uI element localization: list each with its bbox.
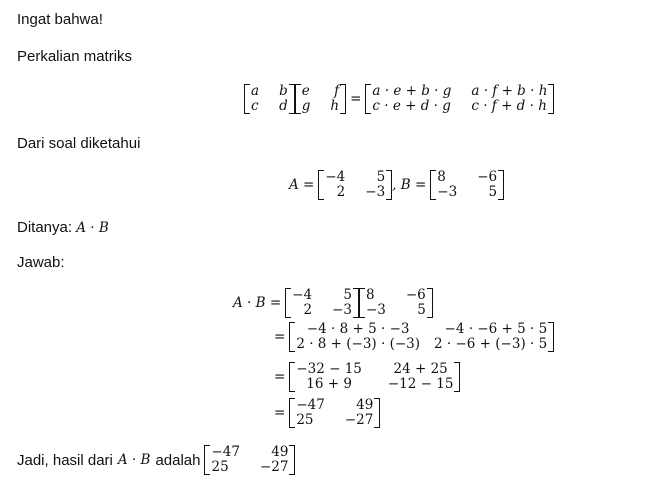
matrix-general-result: a · e + b · g a · f + b · h c · e + d · g c · f + d · h bbox=[365, 84, 554, 114]
matrix-efgh: e f g h bbox=[295, 84, 346, 114]
conclusion bbox=[17, 445, 295, 475]
label-b: , B = bbox=[392, 177, 427, 193]
given-matrices bbox=[289, 170, 504, 200]
step1-matrix-a: −4 5 2 −3 bbox=[285, 288, 359, 318]
step2-matrix: −4 · 8 + 5 · −3 −4 · −6 + 5 · 5 2 · 8 + (−3) · (−3) 2 · −6 + (−3) · 5 bbox=[289, 322, 554, 352]
matrix-a: −4 5 2 −3 bbox=[318, 170, 392, 200]
known-title: Dari soal diketahui bbox=[17, 135, 141, 152]
step1-matrix-b: 8 −6 −3 5 bbox=[359, 288, 433, 318]
ask-line bbox=[17, 219, 109, 236]
conclusion-expr: A · B bbox=[117, 452, 151, 468]
step-lhs: A · B = bbox=[233, 295, 282, 311]
step3-matrix: −32 − 15 24 + 25 16 + 9 −12 − 15 bbox=[289, 362, 460, 392]
intro-text: Ingat bahwa! bbox=[17, 11, 103, 28]
general-formula bbox=[244, 84, 554, 114]
conclusion-mid: adalah bbox=[155, 451, 201, 469]
step-3 bbox=[270, 362, 460, 392]
rule-title: Perkalian matriks bbox=[17, 48, 133, 65]
matrix-abcd: a b c d bbox=[244, 84, 295, 114]
step-2 bbox=[270, 322, 554, 352]
ask-label: Ditanya: bbox=[17, 219, 73, 236]
step-4 bbox=[270, 398, 380, 428]
label-a: A = bbox=[289, 177, 315, 193]
equals-sign: = bbox=[274, 405, 286, 421]
step-1 bbox=[233, 288, 433, 318]
equals-sign: = bbox=[350, 91, 362, 107]
equals-sign: = bbox=[274, 369, 286, 385]
ask-expr: A · B bbox=[76, 220, 109, 236]
answer-label: Jawab: bbox=[17, 254, 65, 271]
result-matrix: −47 49 25 −27 bbox=[204, 445, 295, 475]
equals-sign: = bbox=[274, 329, 286, 345]
conclusion-prefix: Jadi, hasil dari bbox=[17, 451, 113, 469]
step4-matrix: −47 49 25 −27 bbox=[289, 398, 380, 428]
matrix-b: 8 −6 −3 5 bbox=[430, 170, 504, 200]
